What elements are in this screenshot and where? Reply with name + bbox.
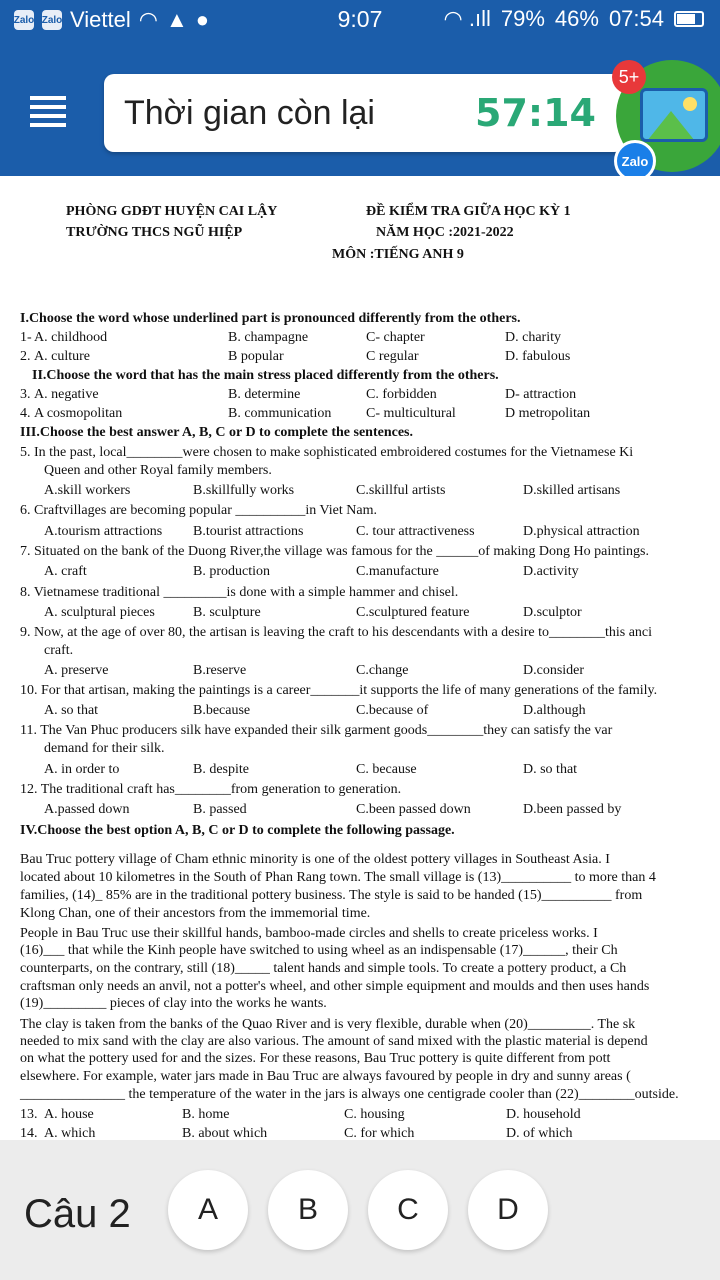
answer-option-c-button[interactable]: C (368, 1170, 448, 1250)
exam-document (0, 176, 720, 1140)
q12-option-d: D.been passed by (523, 802, 622, 817)
battery-percent: 79% (500, 6, 545, 31)
menu-icon[interactable] (30, 96, 66, 130)
passage-p3-line5: _______________ the temperature of the water in the jars is always one centigrade cooler than (22)________outside. (20, 1087, 679, 1102)
q5-option-b: B.skillfully works (193, 483, 295, 498)
status-right (444, 6, 704, 32)
q14-option-a: A. which (44, 1126, 96, 1140)
q14-number: 14. (20, 1126, 38, 1140)
q3-number: 3. (20, 387, 31, 402)
timer-card (104, 74, 624, 152)
q3-option-d: D- attraction (505, 387, 577, 402)
q5-stem: 5. In the past, local________were chosen to make sophisticated embroidered costumes for the Vietnamese Ki (20, 445, 634, 460)
passage-p1-line4: Klong Chan, one of their ancestors from the immemorial time. (20, 906, 371, 921)
school-year: NĂM HỌC :2021-2022 (376, 225, 514, 240)
q2-option-c: C regular (366, 349, 419, 364)
q5-option-a: A.skill workers (44, 483, 131, 498)
q1-option-b: B. champagne (228, 330, 309, 345)
q10-option-c: C.because of (356, 703, 429, 718)
q10-option-d: D.although (523, 703, 586, 718)
q5-option-c: C.skillful artists (356, 483, 446, 498)
q2-option-d: D. fabulous (505, 349, 571, 364)
q3-option-a: A. negative (34, 387, 99, 402)
passage-p2-line5: (19)_________ pieces of clay into the works he wants. (20, 996, 327, 1011)
q6-stem: 6. Craftvillages are becoming popular __________in Viet Nam. (20, 503, 377, 518)
timer-label: Thời gian còn lại (124, 94, 375, 132)
passage-p1-line2: located about 10 kilometres in the South of Phan Rang town. The small village is (13)__________ to more than 4 (20, 870, 656, 885)
battery-icon (674, 11, 704, 27)
image-icon (640, 88, 708, 142)
status-bar (0, 0, 720, 40)
q14-option-d: D. of which (506, 1126, 573, 1140)
q9-option-c: C.change (356, 663, 409, 678)
q9-stem-cont: craft. (44, 643, 74, 658)
q9-option-a: A. preserve (44, 663, 109, 678)
passage-p2-line3: counterparts, on the contrary, still (18)_____ talent hands and simple tools. To create a pottery product, a Ch (20, 961, 627, 976)
timer-value: 57:14 (475, 91, 596, 135)
q3-option-c: C. forbidden (366, 387, 437, 402)
q7-option-b: B. production (193, 564, 270, 579)
q8-option-a: A. sculptural pieces (44, 605, 155, 620)
q9-option-b: B.reserve (193, 663, 247, 678)
q6-option-d: D.physical attraction (523, 524, 640, 539)
q10-option-b: B.because (193, 703, 251, 718)
q1-option-c: C- chapter (366, 330, 425, 345)
q14-option-c: C. for which (344, 1126, 415, 1140)
battery-percent-overlay: 46% (554, 6, 599, 31)
passage-p2-line4: craftsman only needs an anvil, not a potter's wheel, and other simple equipment and moulds and then uses hands (20, 979, 650, 994)
unread-badge: 5+ (612, 60, 646, 94)
exam-subject: MÔN :TIẾNG ANH 9 (332, 247, 464, 262)
q1-option-d: D. charity (505, 330, 561, 345)
q11-stem: 11. The Van Phuc producers silk have expanded their silk garment goods________they can satisfy the var (20, 723, 613, 738)
q9-stem: 9. Now, at the age of over 80, the artisan is leaving the craft to his descendants with a desire to________this anci (20, 625, 653, 640)
q6-option-b: B.tourist attractions (193, 524, 304, 539)
passage-p1-line1: Bau Truc pottery village of Cham ethnic minority is one of the oldest pottery villages in Southeast Asia. I (20, 852, 610, 867)
school-name: TRƯỜNG THCS NGŨ HIỆP (66, 225, 243, 240)
clock-overlay: 07:54 (608, 6, 664, 31)
zalo-notification-icon-2: Zalo (42, 10, 62, 30)
passage-p3-line3: on what the pottery used for and the sizes. For these reasons, Bau Truc pottery is quite different from pott (20, 1051, 611, 1066)
passage-p3-line2: needed to mix sand with the clay are also various. The amount of sand mixed with the plastic material is depend (20, 1034, 648, 1049)
q6-option-a: A.tourism attractions (44, 524, 163, 539)
office-name: PHÒNG GDĐT HUYỆN CAI LẬY (66, 204, 278, 219)
q8-option-c: C.sculptured feature (356, 605, 470, 620)
answer-option-d-button[interactable]: D (468, 1170, 548, 1250)
q10-option-a: A. so that (44, 703, 99, 718)
q13-option-d: D. household (506, 1107, 581, 1122)
q5-option-d: D.skilled artisans (523, 483, 621, 498)
q13-number: 13. (20, 1107, 38, 1122)
q12-option-c: C.been passed down (356, 802, 471, 817)
signal-icon: ◠ .ıll (443, 6, 491, 31)
q14-option-b: B. about which (182, 1126, 268, 1140)
question-number-label: Câu 2 (24, 1192, 131, 1236)
passage-p3-line1: The clay is taken from the banks of the Quao River and is very flexible, durable when (20)_________. The sk (20, 1017, 636, 1032)
q4-option-c: C- multicultural (366, 406, 456, 421)
q4-option-b: B. communication (228, 406, 332, 421)
q6-option-c: C. tour attractiveness (356, 524, 475, 539)
q7-option-a: A. craft (44, 564, 87, 579)
q10-stem: 10. For that artisan, making the paintings is a career_______it supports the life of many generations of the family. (20, 683, 658, 698)
section-2-title: II.Choose the word that has the main stress placed differently from the others. (32, 368, 499, 383)
q11-option-d: D. so that (523, 762, 578, 777)
q7-option-c: C.manufacture (356, 564, 439, 579)
q13-option-c: C. housing (344, 1107, 405, 1122)
passage-p3-line4: elsewhere. For example, water jars made in Bau Truc are always favoured by people in dry and sunny areas ( (20, 1069, 631, 1084)
q1-option-a: A. childhood (34, 330, 108, 345)
answer-option-b-button[interactable]: B (268, 1170, 348, 1250)
q12-option-a: A.passed down (44, 802, 130, 817)
exam-title: ĐỀ KIỂM TRA GIỮA HỌC KỲ 1 (366, 204, 571, 219)
q8-option-b: B. sculpture (193, 605, 261, 620)
q4-option-a: A cosmopolitan (34, 406, 123, 421)
q8-stem: 8. Vietnamese traditional _________is done with a simple hammer and chisel. (20, 585, 459, 600)
q11-option-b: B. despite (193, 762, 249, 777)
section-1-title: I.Choose the word whose underlined part is pronounced differently from the others. (20, 311, 521, 326)
q11-option-a: A. in order to (44, 762, 120, 777)
zalo-logo-icon: Zalo (614, 140, 656, 182)
q7-option-d: D.activity (523, 564, 579, 579)
q2-option-b: B popular (228, 349, 284, 364)
answer-option-a-button[interactable]: A (168, 1170, 248, 1250)
answer-bar (0, 1140, 720, 1280)
q2-option-a: A. culture (34, 349, 90, 364)
zalo-chat-bubble[interactable] (612, 56, 720, 182)
q11-option-c: C. because (356, 762, 417, 777)
q13-option-a: A. house (44, 1107, 94, 1122)
wifi-icon: ◠ (138, 7, 158, 32)
q8-option-d: D.sculptor (523, 605, 582, 620)
passage-p2-line2: (16)___ that while the Kinh people have switched to using wheel as an indispensable (17)______, their Ch (20, 943, 618, 958)
warning-icon: ▲ (165, 7, 188, 32)
q4-number: 4. (20, 406, 31, 421)
q12-stem: 12. The traditional craft has________from generation to generation. (20, 782, 402, 797)
passage-p2-line1: People in Bau Truc use their skillful hands, bamboo-made circles and shells to create priceless works. I (20, 926, 598, 941)
q4-option-d: D metropolitan (505, 406, 591, 421)
q12-option-b: B. passed (193, 802, 247, 817)
section-3-title: III.Choose the best answer A, B, C or D to complete the sentences. (20, 425, 414, 440)
status-time: 9:07 (337, 6, 383, 32)
chat-icon: ● (195, 7, 210, 32)
zalo-notification-icon: Zalo (14, 10, 34, 30)
q1-number: 1- (20, 330, 32, 345)
q9-option-d: D.consider (523, 663, 585, 678)
section-4-title: IV.Choose the best option A, B, C or D to complete the following passage. (20, 823, 455, 838)
passage-p1-line3: families, (14)_ 85% are in the traditional pottery business. The style is said to be handed (15)__________ from (20, 888, 643, 903)
q11-stem-cont: demand for their silk. (44, 741, 165, 756)
q7-stem: 7. Situated on the bank of the Duong River,the village was famous for the ______of making Dong Ho paintings. (20, 544, 649, 559)
carrier-name: Viettel (70, 7, 131, 32)
q2-number: 2. (20, 349, 31, 364)
q5-stem-cont: Queen and other Royal family members. (44, 463, 272, 478)
q3-option-b: B. determine (228, 387, 301, 402)
q13-option-b: B. home (182, 1107, 230, 1122)
